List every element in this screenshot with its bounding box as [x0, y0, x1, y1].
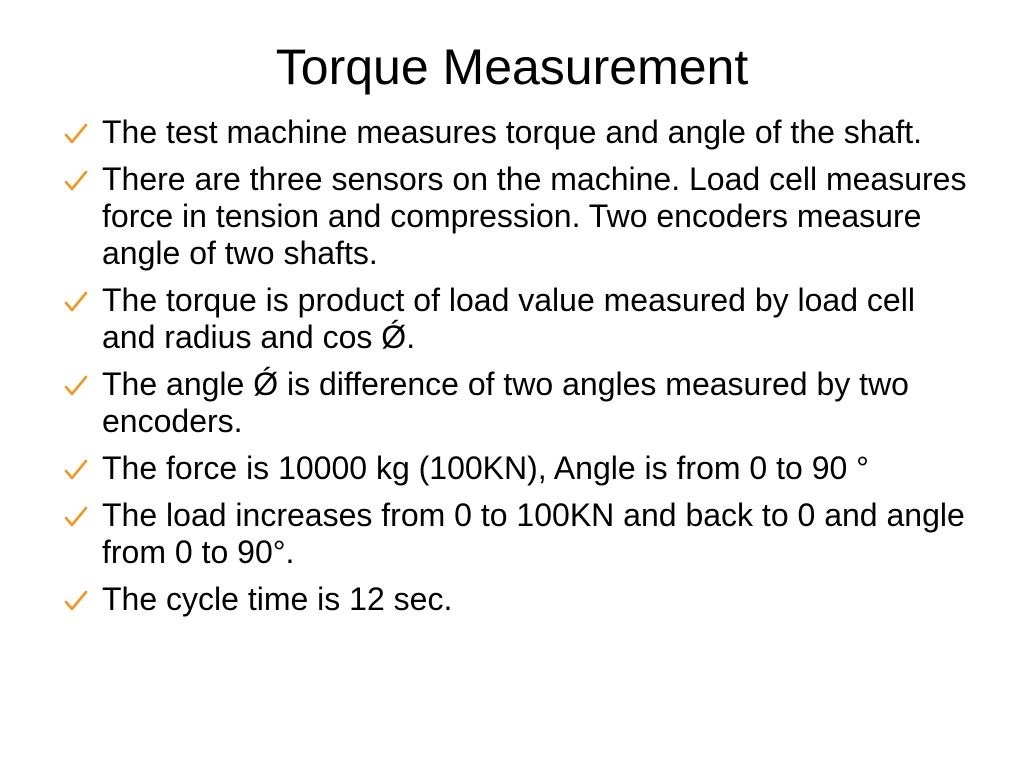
bullet-text: The angle Ǿ is difference of two angles measured by two encoders. [102, 366, 909, 439]
bullet-list [62, 114, 972, 628]
check-mark-icon [62, 161, 92, 198]
bullet-text: The test machine measures torque and angle of the shaft. [102, 114, 923, 150]
check-mark-icon [62, 497, 92, 534]
check-mark-icon [62, 282, 92, 319]
bullet-text: The cycle time is 12 sec. [102, 581, 453, 617]
bullet-text: There are three sensors on the machine. Load cell measures force in tension and compression. Two encoders measure angle of two shafts. [102, 161, 967, 271]
check-mark-icon [62, 581, 92, 618]
bullet-item-5 [62, 450, 972, 487]
bullet-text: The torque is product of load value measured by load cell and radius and cos Ǿ. [102, 282, 915, 355]
bullet-item-2 [62, 161, 972, 272]
bullet-item-3 [62, 282, 972, 356]
bullet-item-7 [62, 581, 972, 618]
bullet-item-4 [62, 366, 972, 440]
bullet-item-6 [62, 497, 972, 571]
check-mark-icon [62, 450, 92, 487]
slide-title: Torque Measurement [275, 39, 749, 95]
bullet-item-1 [62, 114, 972, 151]
bullet-text: The force is 10000 kg (100KN), Angle is from 0 to 90 ° [102, 450, 869, 486]
bullet-text: The load increases from 0 to 100KN and back to 0 and angle from 0 to 90°. [102, 497, 965, 570]
check-mark-icon [62, 366, 92, 403]
check-mark-icon [62, 114, 92, 151]
